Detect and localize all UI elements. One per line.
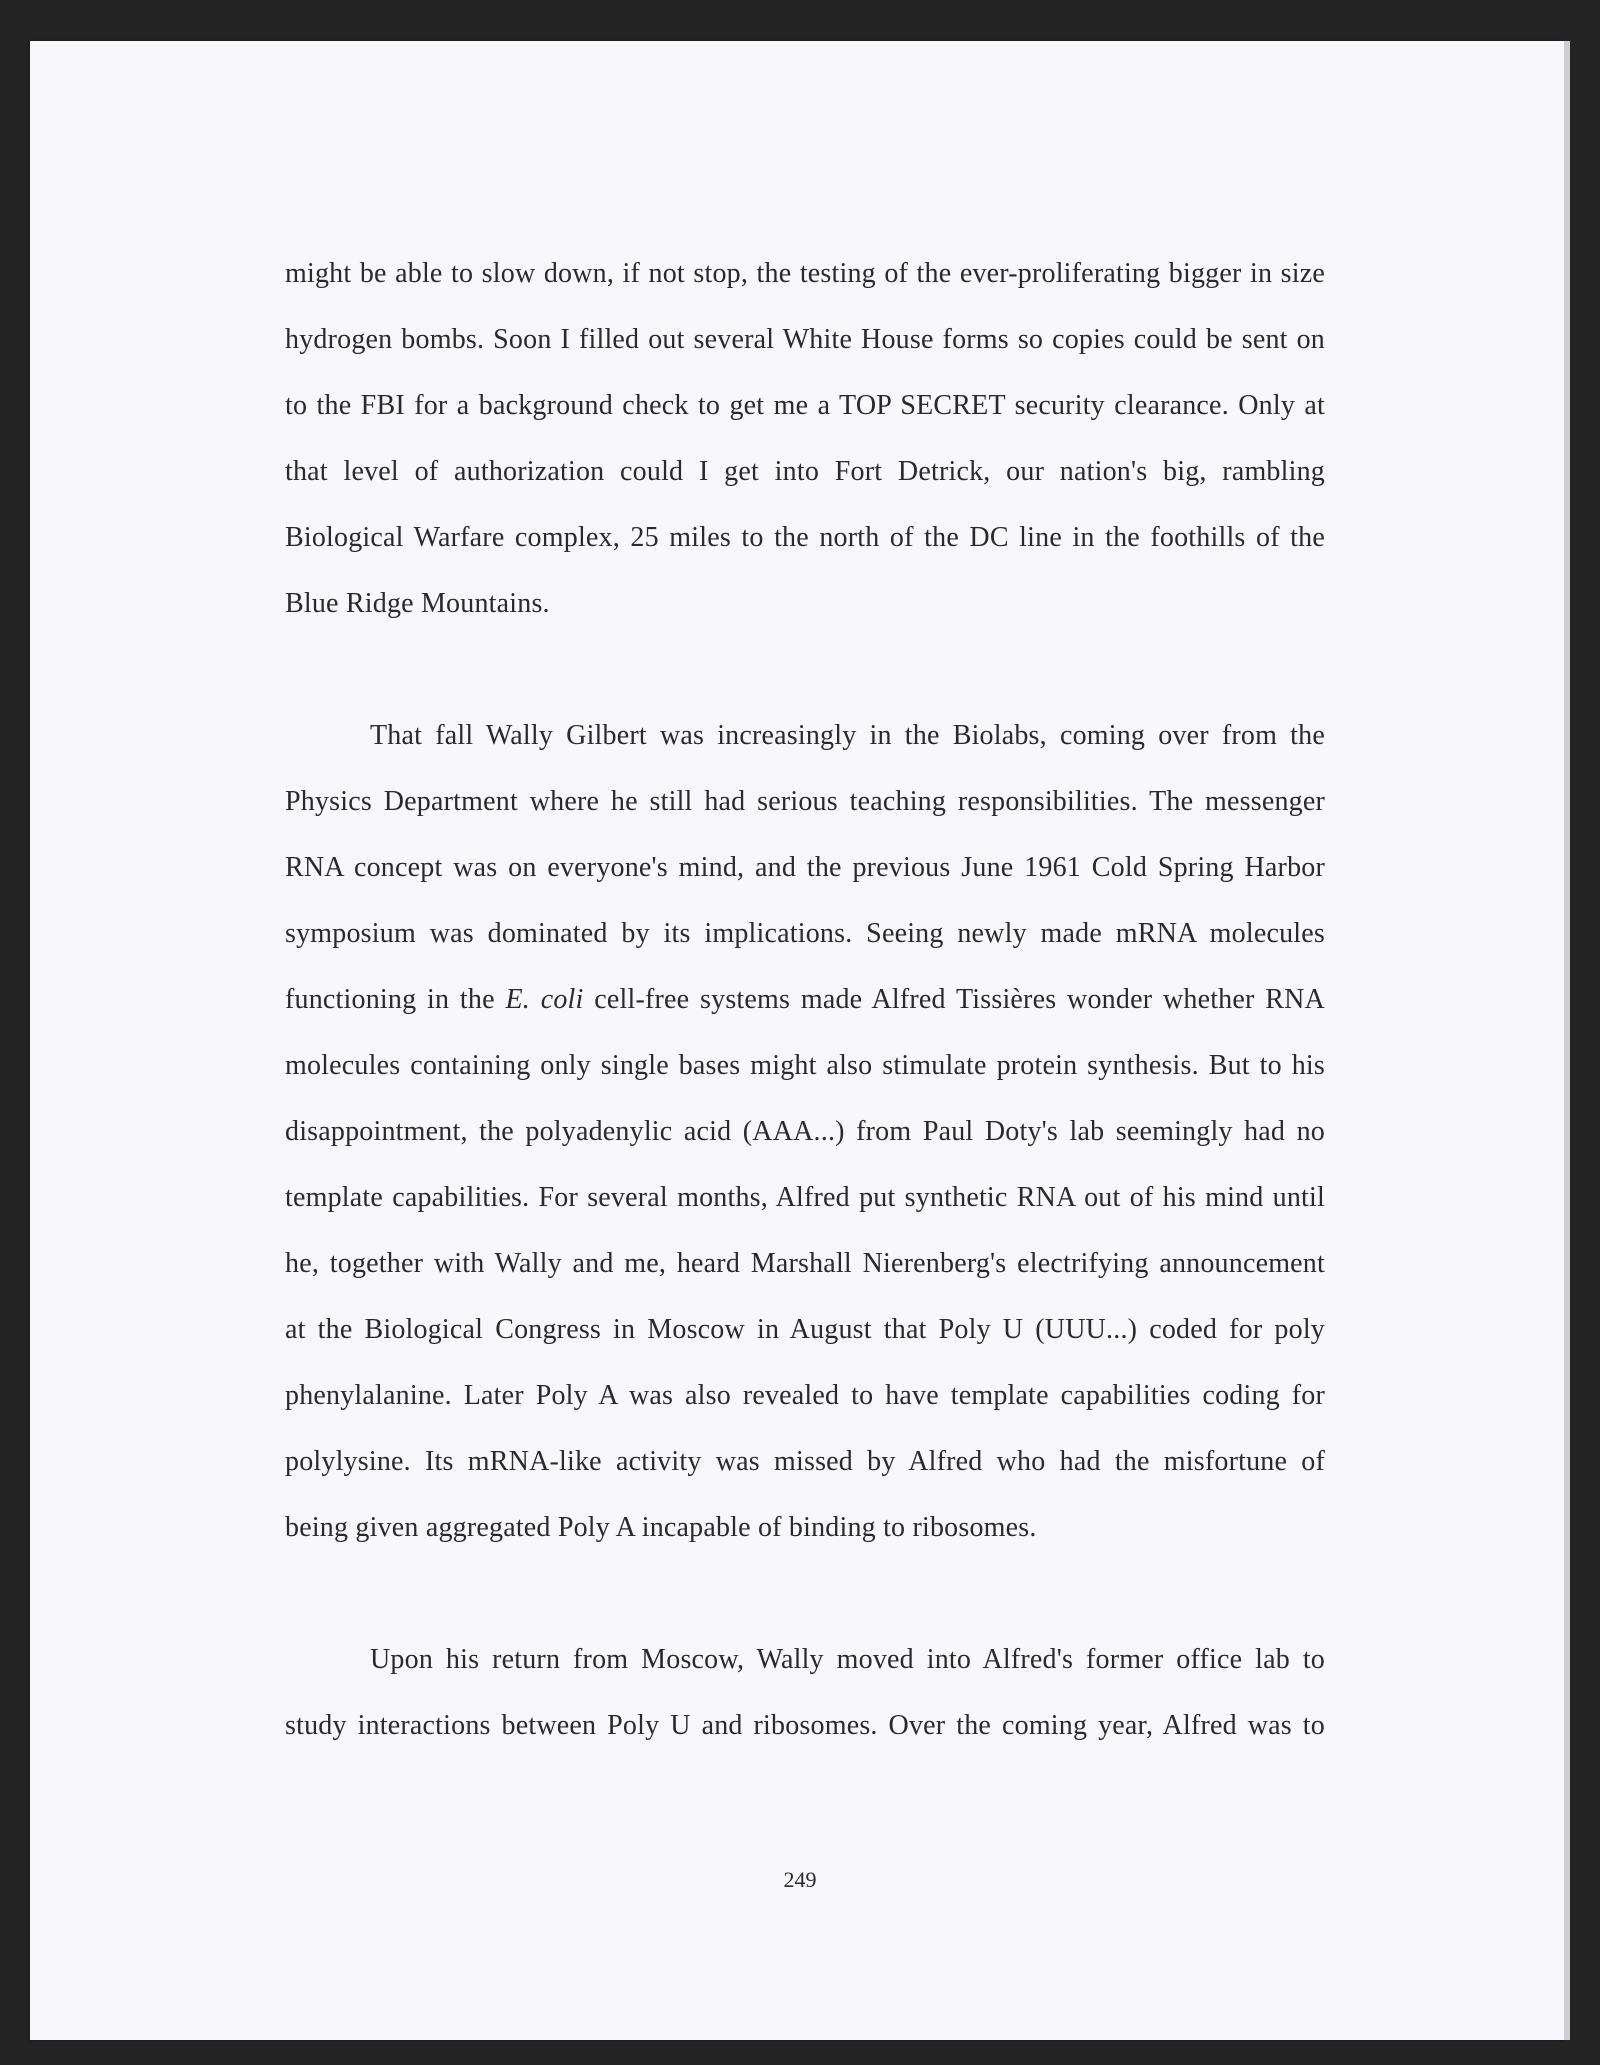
italic-after: cell-free systems made Alfred Tissières wonder whether RNA xyxy=(583,984,1325,1015)
p2-line-1: That fall Wally Gilbert was increasingly in the Biolabs, coming over from the xyxy=(370,720,1325,751)
p2-line-6: molecules containing only single bases might also stimulate protein synthesis. But to his xyxy=(285,1050,1325,1081)
page-edge xyxy=(1564,41,1570,2040)
p1-line-4: that level of authorization could I get into Fort Detrick, our nation's big, rambling xyxy=(285,456,1325,487)
p2-line-2: Physics Department where he still had serious teaching responsibilities. The messenger xyxy=(285,786,1325,817)
p3-line-2: study interactions between Poly U and ribosomes. Over the coming year, Alfred was to xyxy=(285,1710,1325,1741)
p1-line-6: Blue Ridge Mountains. xyxy=(285,588,550,619)
p2-line-12: polylysine. Its mRNA-like activity was missed by Alfred who had the misfortune of xyxy=(285,1446,1325,1477)
p2-line-10: at the Biological Congress in Moscow in August that Poly U (UUU...) coded for poly xyxy=(285,1314,1325,1345)
p1-line-2: hydrogen bombs. Soon I filled out several White House forms so copies could be sent on xyxy=(285,324,1325,355)
italic-before: functioning in the xyxy=(285,984,506,1015)
p2-line-8: template capabilities. For several months, Alfred put synthetic RNA out of his mind until xyxy=(285,1182,1325,1213)
p3-line-1: Upon his return from Moscow, Wally moved into Alfred's former office lab to xyxy=(370,1644,1325,1675)
p2-line-5 xyxy=(285,984,1325,1016)
page-number: 249 xyxy=(783,1867,817,1892)
p2-line-4: symposium was dominated by its implications. Seeing newly made mRNA molecules xyxy=(285,918,1325,949)
p1-line-1: might be able to slow down, if not stop, the testing of the ever-proliferating bigger in size xyxy=(285,258,1325,289)
p2-line-3: RNA concept was on everyone's mind, and the previous June 1961 Cold Spring Harbor xyxy=(285,852,1325,883)
p2-line-11: phenylalanine. Later Poly A was also revealed to have template capabilities coding for xyxy=(285,1380,1325,1411)
p1-line-5: Biological Warfare complex, 25 miles to the north of the DC line in the foothills of the xyxy=(285,522,1325,553)
p2-line-13: being given aggregated Poly A incapable of binding to ribosomes. xyxy=(285,1512,1037,1543)
p2-line-7: disappointment, the polyadenylic acid (AAA...) from Paul Doty's lab seemingly had no xyxy=(285,1116,1325,1147)
p2-line-9: he, together with Wally and me, heard Marshall Nierenberg's electrifying announcement xyxy=(285,1248,1325,1279)
italic-species-name: E. coli xyxy=(505,984,584,1015)
p1-line-3: to the FBI for a background check to get me a TOP SECRET security clearance. Only at xyxy=(285,390,1325,421)
